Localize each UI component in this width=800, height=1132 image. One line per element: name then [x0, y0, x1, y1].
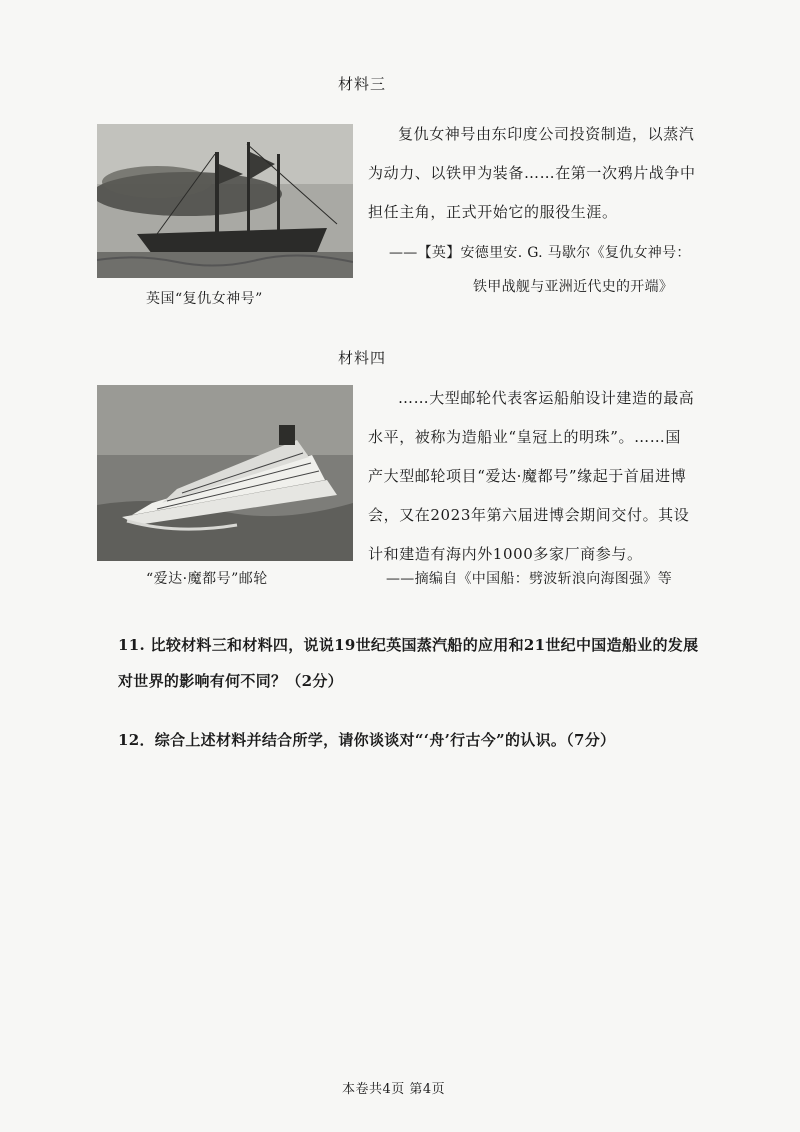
- material-4-heading: 材料四: [338, 349, 387, 367]
- page-footer: 本卷共4页 第4页: [342, 1082, 446, 1097]
- nemesis-ship-caption: 英国“复仇女神号”: [146, 291, 263, 307]
- question-11: 11. 比较材料三和材料四，说说19世纪英国蒸汽船的应用和21世纪中国造船业的发展对世界的影响有何不同？（2分）: [118, 636, 699, 690]
- material-3-text: 复仇女神号由东印度公司投资制造，以蒸汽为动力、以铁甲为装备……在第一次鸦片战争中担任主角，正式开始它的服役生涯。: [368, 125, 696, 221]
- material-4-text: ……大型邮轮代表客运船舶设计建造的最高水平，被称为造船业“皇冠上的明珠”。……国产大型邮轮项目“爱达·魔都号”缘起于首届进博会，又在2023年第六届进博会期间交付。其设计和建造有海内外1000多家厂商参与。: [368, 389, 695, 563]
- question-12: 12．综合上述材料并结合所学，请你谈谈对“‘舟’行古今”的认识。（7分）: [118, 731, 616, 749]
- nemesis-ship-photo: [97, 124, 353, 278]
- material-4-source: ——摘编自《中国船：劈波斩浪向海图强》等: [386, 571, 672, 587]
- material-3-source-line-2: 铁甲战舰与亚洲近代史的开端》: [473, 279, 674, 295]
- cruise-ship-photo: [97, 385, 353, 561]
- material-3-heading: 材料三: [338, 75, 387, 93]
- cruise-ship-caption: “爱达·魔都号”邮轮: [146, 571, 268, 587]
- material-3-source-line-1: ——【英】安德里安. G. 马歇尔《复仇女神号：: [389, 245, 691, 261]
